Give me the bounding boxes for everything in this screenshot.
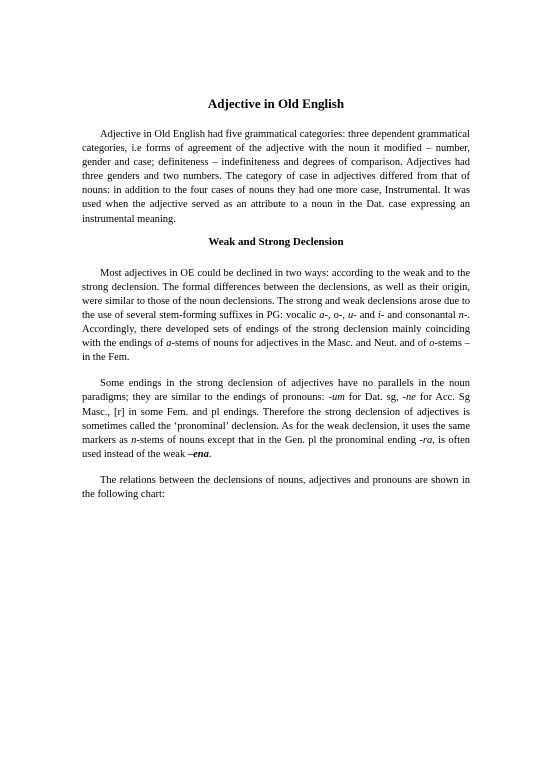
italic-term: a xyxy=(166,338,172,350)
text-run: for Acc. Sg Masc., [r] in some Fem. and pl endings. Therefore the strong declension of adjectives is sometimes called the ‘pronominal’ declension. As for the weak declension, it uses the same markers as xyxy=(82,392,470,446)
chart-intro-paragraph: The relations between the declensions of nouns, adjectives and pronouns are shown in the following chart: xyxy=(82,474,470,500)
italic-term: -ne xyxy=(402,392,416,404)
section-heading: Weak and Strong Declension xyxy=(208,235,344,248)
italic-term: u- xyxy=(348,309,357,321)
italic-term: a- xyxy=(319,309,329,321)
italic-term: i- xyxy=(377,309,385,321)
text-run: -stems of nouns except that in the Gen. pl the pronominal ending xyxy=(136,434,420,446)
text-run: . Accordingly, there developed sets of endings of the strong declension mainly coinciding with the endings of xyxy=(82,309,470,350)
italic-term: -ra, xyxy=(419,434,435,446)
italic-term: o xyxy=(429,338,435,350)
text-run: and xyxy=(356,309,378,321)
declension-paragraph xyxy=(82,267,470,366)
text-run: -stems – in the Fem. xyxy=(82,338,471,364)
document-title: Adjective in Old English xyxy=(207,96,345,111)
text-run: , o-, xyxy=(328,309,348,321)
italic-term: n xyxy=(131,434,137,446)
pronominal-paragraph xyxy=(82,377,470,462)
italic-term: n- xyxy=(458,309,468,321)
italic-term: -um xyxy=(328,392,345,404)
text-run: . xyxy=(208,448,212,460)
document-page xyxy=(82,96,470,502)
text-run: is often used instead of the weak xyxy=(82,434,471,460)
text-run: and consonantal xyxy=(384,309,459,321)
text-run: Some endings in the strong declension of adjectives have no parallels in the noun paradigms; they are similar to the endings of pronouns: xyxy=(82,378,470,404)
text-run: Most adjectives in OE could be declined in two ways: according to the weak and to the strong declension. The formal differences between the declensions, as well as their origin, were similar to those of the noun declensions. The strong and weak declensions arose due to the use of several stem-forming suffixes in PG: vocalic xyxy=(82,267,470,321)
intro-paragraph: Adjective in Old English had five grammatical categories: three dependent grammatical categories, i.e forms of agreement of the adjective with the noun it modified – number, gender and case; definiteness – indefiniteness and degrees of comparison. Adjectives had three genders and two numbers. The category of case in adjectives differed from that of nouns: in addition to the four cases of nouns they had one more case, Instrumental. It was used when the adjective served as an attribute to a noun in the Dat. case expressing an instrumental meaning. xyxy=(82,129,470,225)
italic-term: –ena xyxy=(187,448,209,460)
text-run: for Dat. sg, xyxy=(344,392,403,404)
text-run: -stems of nouns for adjectives in the Masc. and Neut. and of xyxy=(171,338,430,350)
